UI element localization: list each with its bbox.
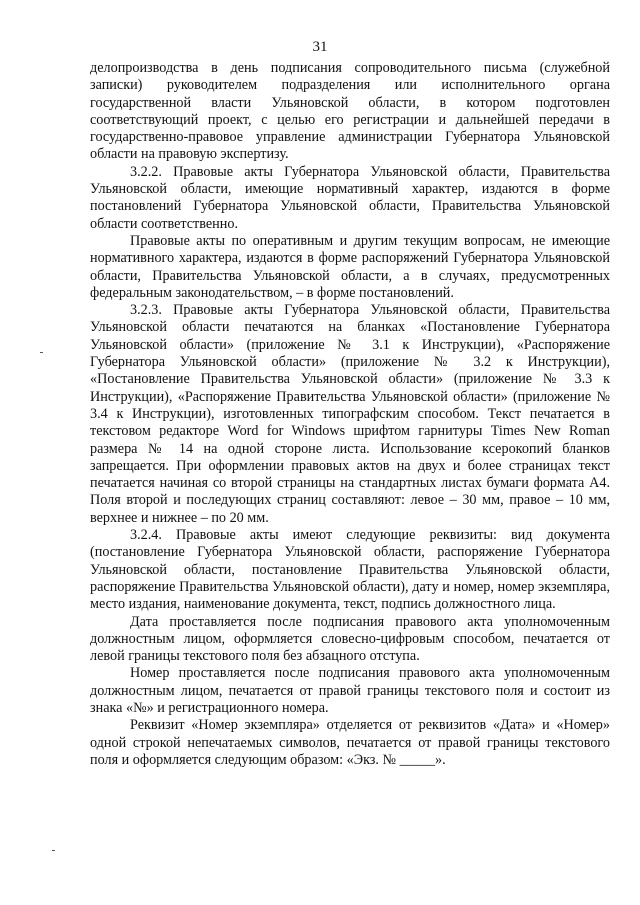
paragraph-3-2-4: 3.2.4. Правовые акты имеют следующие реквизиты: вид документа (постановление Губернатора Ульяновской области, распоряжение Губернатора Ульяновской области, постановление Правительства Ульяновской области, распоряжение Правительства Ульяновской области), дату и номер, номер экземпляра, место издания, наименование документа, текст, подпись должностного лица.: [90, 527, 610, 613]
paragraph-3-2-2: 3.2.2. Правовые акты Губернатора Ульяновской области, Правительства Ульяновской области, имеющие нормативный характер, издаются в форме постановлений Губернатора Ульяновской области, Правительства Ульяновской области соответственно.: [90, 163, 610, 232]
paragraph-number: Номер проставляется после подписания правового акта уполномоченным должностным лицом, печатается от правой границы текстового поля и состоит из знака «№» и регистрационного номера.: [90, 665, 610, 716]
paragraph-copy-number: Реквизит «Номер экземпляра» отделяется от реквизитов «Дата» и «Номер» одной строкой непечатаемых символов, печатается от правой границы текстового поля и оформляется следующим образом: «Экз. № _____».: [90, 717, 610, 768]
paragraph-continuation: делопроизводства в день подписания сопроводительного письма (служебной записки) руководителем подразделения или исполнительного органа государственной власти Ульяновской области, в котором подготовлен соответствующий проект, с целью его регистрации и дальнейшей передачи в государственно-правовое управление администрации Губернатора Ульяновской области на правовую экспертизу.: [90, 60, 610, 163]
paragraph-operational-acts: Правовые акты по оперативным и другим текущим вопросам, не имеющие нормативного характера, издаются в форме распоряжений Губернатора Ульяновской области, Правительства Ульяновской области, а в случаях, предусмотренных федеральным законодательством, – в форме постановлений.: [90, 232, 610, 301]
document-text: [90, 60, 610, 769]
margin-mark: [52, 850, 55, 851]
margin-mark: [40, 352, 43, 353]
paragraph-3-2-3: 3.2.3. Правовые акты Губернатора Ульяновской области, Правительства Ульяновской области печатаются на бланках «Постановление Губернатора Ульяновской области» (приложение № 3.1 к Инструкции), «Распоряжение Губернатора Ульяновской области» (приложение № 3.2 к Инструкции), «Постановление Правительства Ульяновской области» (приложение № 3.3 к Инструкции), «Распоряжение Правительства Ульяновской области» (приложение № 3.4 к Инструкции), изготовленных типографским способом. Текст печатается в текстовом редакторе Word for Windows шрифтом гарнитуры Times New Roman размера № 14 на одной стороне листа. Использование ксерокопий бланков запрещается. При оформлении правовых актов на двух и более страницах текст печатается начиная со второй страницы на стандартных листах бумаги формата А4. Поля второй и последующих страниц составляют: левое – 30 мм, правое – 10 мм, верхнее и нижнее – по 20 мм.: [90, 302, 610, 526]
paragraph-date: Дата проставляется после подписания правового акта уполномоченным должностным лицом, оформляется словесно-цифровым способом, печатается от левой границы текстового поля без абзацного отступа.: [90, 613, 610, 665]
page-number: 31: [312, 39, 328, 55]
